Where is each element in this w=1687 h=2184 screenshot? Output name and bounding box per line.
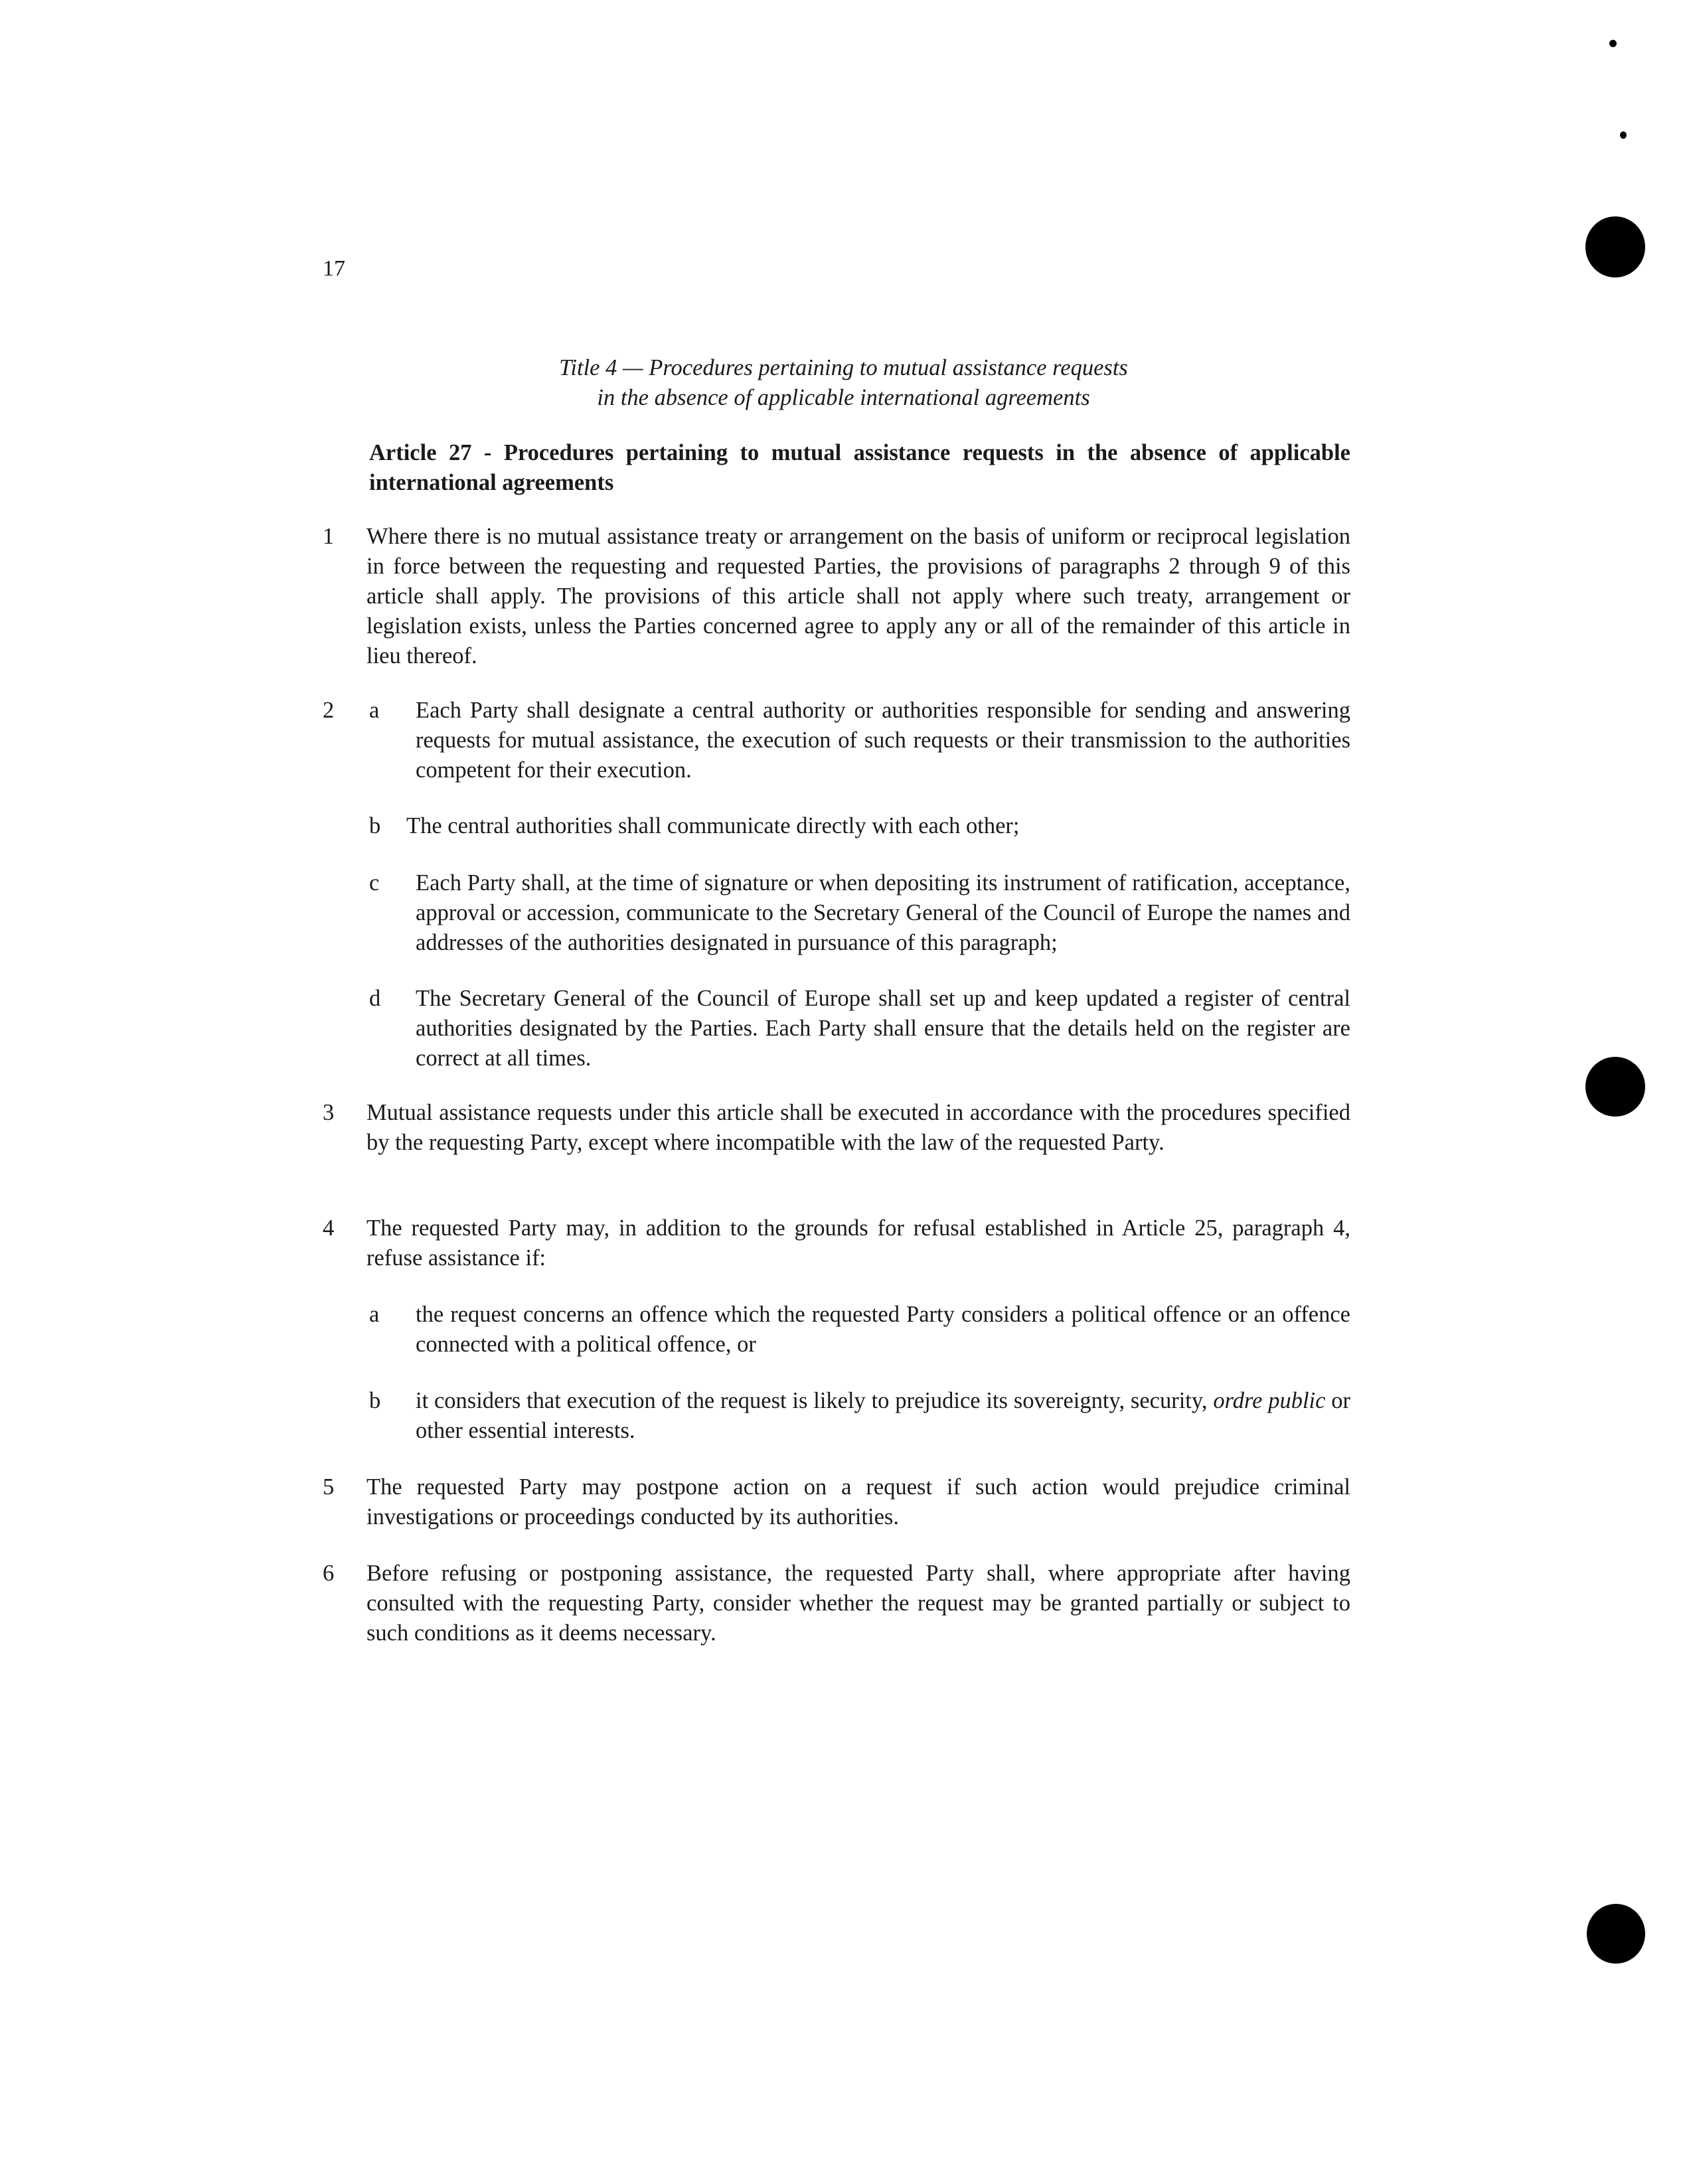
page-number: 17	[323, 256, 345, 281]
subparagraph-letter: b	[369, 813, 381, 838]
paragraph-number: 5	[323, 1474, 335, 1500]
title-line-2: in the absence of applicable international agreements	[597, 385, 1090, 410]
subparagraph-letter: d	[369, 986, 381, 1011]
paragraph-text: The requested Party may postpone action on a request if such action would prejudice criminal investigations or proceedings conducted by its authorities.	[366, 1474, 1350, 1529]
italic-term: ordre public	[1213, 1388, 1326, 1413]
paragraph-number: 2	[323, 698, 335, 723]
subparagraph-letter: c	[369, 870, 380, 896]
subparagraph-text	[416, 1386, 1350, 1446]
text-segment: it considers that execution of the request is likely to prejudice its sovereignty, security,	[416, 1388, 1214, 1413]
subparagraph-letter: a	[369, 1302, 380, 1327]
subparagraph-text: Each Party shall designate a central authority or authorities responsible for sending and answering requests for mutual assistance, the execution of such requests or their transmission to the authorities competent for their execution.	[416, 698, 1350, 783]
paragraph-text: The requested Party may, in addition to the grounds for refusal established in Article 25, paragraph 4, refuse assistance if:	[366, 1215, 1350, 1271]
subparagraph-text: The Secretary General of the Council of Europe shall set up and keep updated a register of central authorities designated by the Parties. Each Party shall ensure that the details held on the register are correct at all times.	[416, 986, 1350, 1071]
paragraph-number: 3	[323, 1100, 335, 1125]
punch-hole	[1585, 1057, 1645, 1117]
title	[0, 353, 1687, 413]
scan-speck	[1620, 131, 1627, 139]
subparagraph-text: Each Party shall, at the time of signature or when depositing its instrument of ratification, acceptance, approval or accession, communicate to the Secretary General of the Council of Europe the names and addresses of the authorities designated in pursuance of this paragraph;	[416, 870, 1350, 955]
subparagraph-letter: b	[369, 1388, 381, 1413]
subparagraph-text: The central authorities shall communicate directly with each other;	[406, 813, 1020, 838]
paragraph-number: 1	[323, 524, 335, 549]
text-segment: or other essential interests.	[416, 1388, 1350, 1443]
title-line-1: Title 4 — Procedures pertaining to mutual assistance requests	[559, 355, 1128, 380]
paragraph-text: Where there is no mutual assistance treaty or arrangement on the basis of uniform or reciprocal legislation in force between the requesting and requested Parties, the provisions of paragraphs 2 through 9 of this article shall apply. The provisions of this article shall not apply where such treaty, arrangement or legislation exists, unless the Parties concerned agree to apply any or all of the remainder of this article in lieu thereof.	[366, 524, 1350, 668]
subparagraph-letter: a	[369, 698, 380, 723]
subparagraph-text: the request concerns an offence which the requested Party considers a political offence or an offence connected with a political offence, or	[416, 1302, 1350, 1357]
punch-hole	[1585, 216, 1645, 277]
article-heading: Article 27 - Procedures pertaining to mutual assistance requests in the absence of applicable international agreements	[369, 440, 1350, 495]
paragraph-number: 4	[323, 1215, 335, 1241]
paragraph-text: Mutual assistance requests under this article shall be executed in accordance with the procedures specified by the requesting Party, except where incompatible with the law of the requested Party.	[366, 1100, 1350, 1155]
punch-hole	[1587, 1904, 1645, 1964]
paragraph-text: Before refusing or postponing assistance, the requested Party shall, where appropriate after having consulted with the requesting Party, consider whether the request may be granted partially or subject to such conditions as it deems necessary.	[366, 1561, 1350, 1646]
paragraph-number: 6	[323, 1561, 335, 1586]
scan-speck	[1609, 40, 1617, 47]
